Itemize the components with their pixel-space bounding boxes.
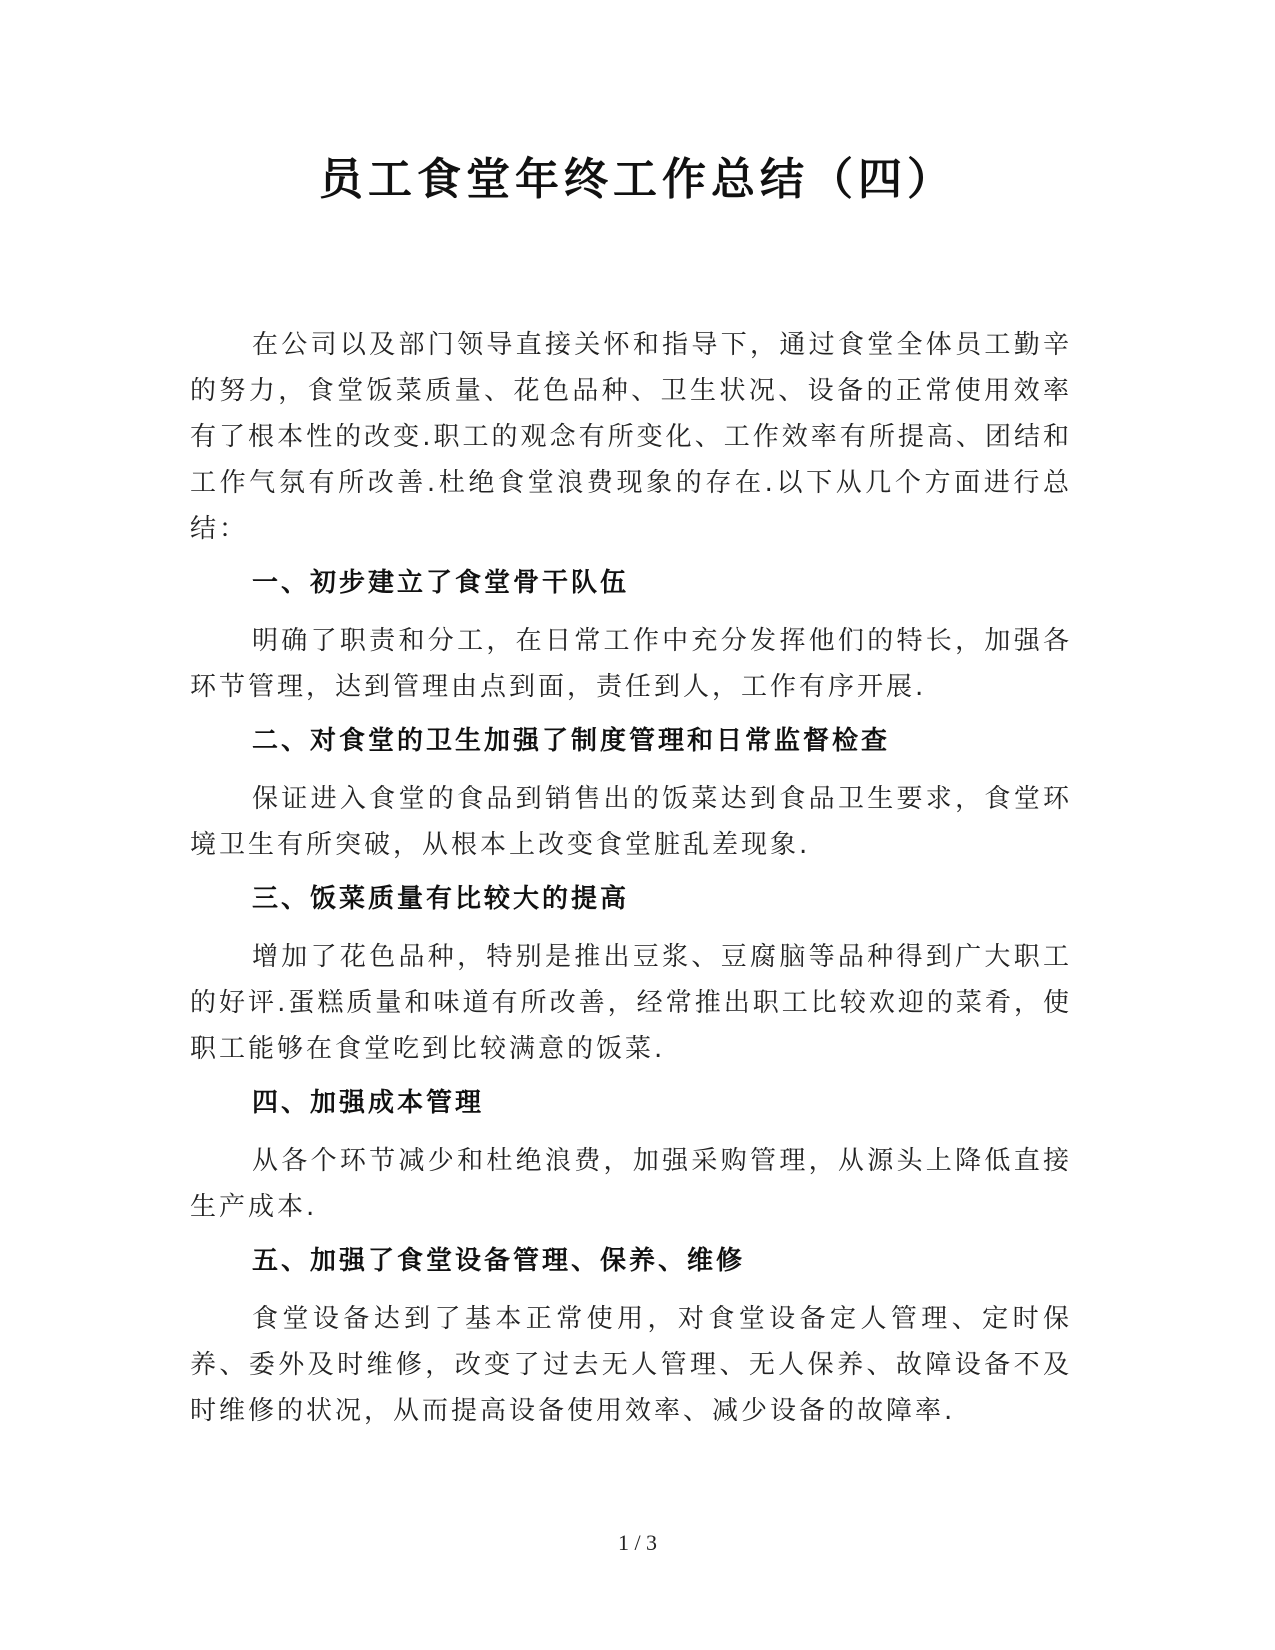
section-body-5: 食堂设备达到了基本正常使用，对食堂设备定人管理、定时保养、委外及时维修，改变了过去无人管理、无人保养、故障设备不及时维修的状况，从而提高设备使用效率、减少设备的故障率. <box>190 1304 1072 1426</box>
document-body <box>190 322 1072 1442</box>
section-body-2: 保证进入食堂的食品到销售出的饭菜达到食品卫生要求，食堂环境卫生有所突破，从根本上改变食堂脏乱差现象. <box>190 784 1072 860</box>
section-heading-4: 四、加强成本管理 <box>252 1088 485 1118</box>
section-body-4: 从各个环节减少和杜绝浪费，加强采购管理，从源头上降低直接生产成本. <box>190 1146 1072 1222</box>
section-body-3: 增加了花色品种，特别是推出豆浆、豆腐脑等品种得到广大职工的好评.蛋糕质量和味道有所改善，经常推出职工比较欢迎的菜肴，使职工能够在食堂吃到比较满意的饭菜. <box>190 942 1072 1064</box>
intro-paragraph: 在公司以及部门领导直接关怀和指导下，通过食堂全体员工勤辛的努力，食堂饭菜质量、花色品种、卫生状况、设备的正常使用效率有了根本性的改变.职工的观念有所变化、工作效率有所提高、团结和工作气氛有所改善.杜绝食堂浪费现象的存在.以下从几个方面进行总结： <box>190 330 1072 544</box>
section-heading-3: 三、饭菜质量有比较大的提高 <box>252 884 630 914</box>
section-body-1: 明确了职责和分工，在日常工作中充分发挥他们的特长，加强各环节管理，达到管理由点到面，责任到人，工作有序开展. <box>190 626 1072 702</box>
section-heading-1: 一、初步建立了食堂骨干队伍 <box>252 568 630 598</box>
page-title: 员工食堂年终工作总结（四） <box>319 154 956 205</box>
page-number: 1 / 3 <box>617 1530 658 1555</box>
section-heading-2: 二、对食堂的卫生加强了制度管理和日常监督检查 <box>252 726 891 756</box>
section-heading-5: 五、加强了食堂设备管理、保养、维修 <box>252 1246 746 1276</box>
